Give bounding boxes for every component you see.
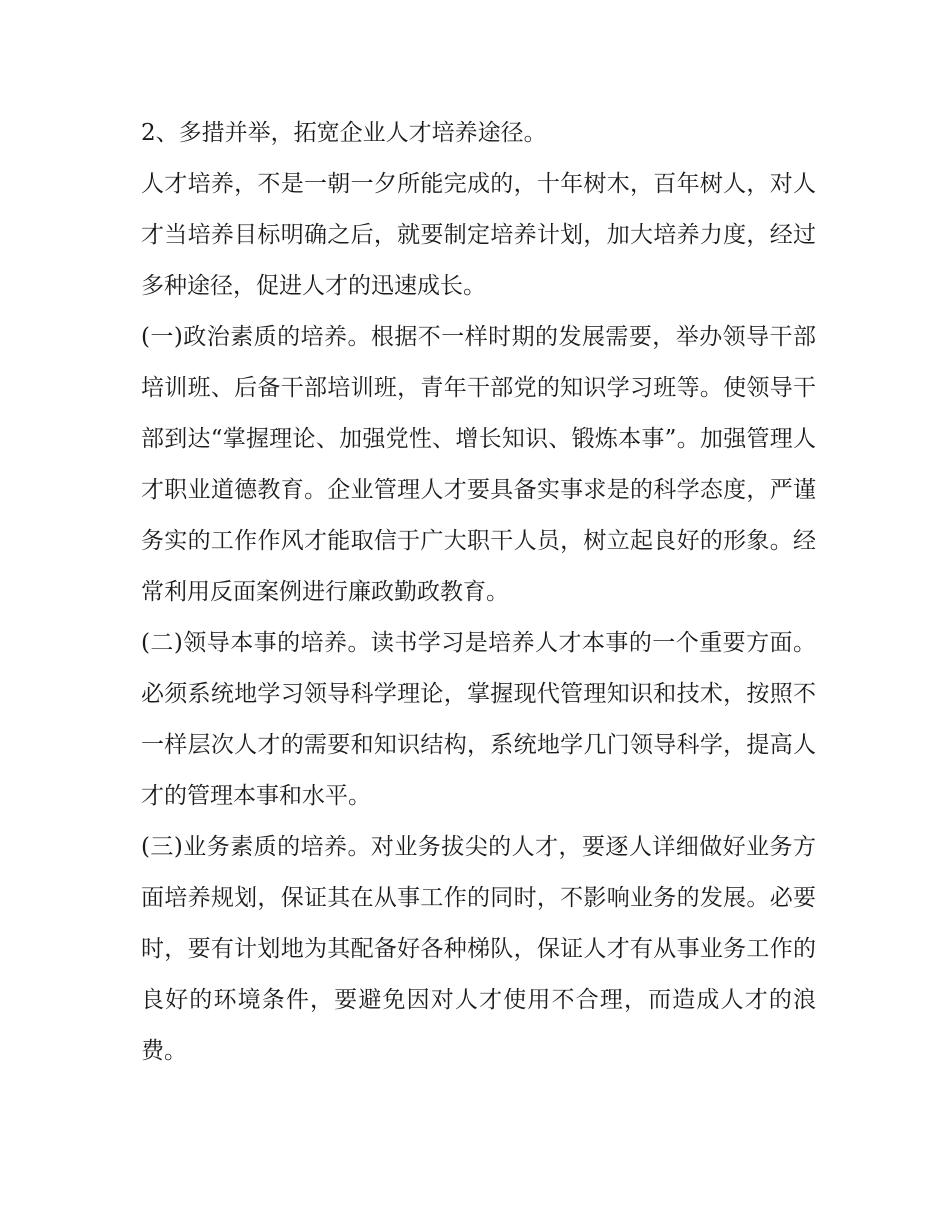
paragraph-leadership-ability: (二)领导本事的培养。读书学习是培养人才本事的一个重要方面。必须系统地学习领导科学理论，掌握现代管理知识和技术，按照不一样层次人才的需要和知识结构，系统地学几门领导科学，提高人才的管理本事和水平。: [141, 630, 816, 809]
section-heading: 2、多措并举，拓宽企业人才培养途径。: [141, 120, 547, 146]
paragraph-business-quality: (三)业务素质的培养。对业务拔尖的人才，要逐人详细做好业务方面培养规划，保证其在从事工作的同时，不影响业务的发展。必要时，要有计划地为其配备好各种梯队，保证人才有从事业务工作的良好的环境条件，要避免因对人才使用不合理，而造成人才的浪费。: [141, 834, 816, 1064]
paragraph-intro: 人才培养，不是一朝一夕所能完成的，十年树木，百年树人，对人才当培养目标明确之后，就要制定培养计划，加大培养力度，经过多种途径，促进人才的迅速成长。: [141, 171, 816, 299]
paragraph-political-quality: (一)政治素质的培养。根据不一样时期的发展需要，举办领导干部培训班、后备干部培训班，青年干部党的知识学习班等。使领导干部到达“掌握理论、加强党性、增长知识、锻炼本事”。加强管理人才职业道德教育。企业管理人才要具备实事求是的科学态度，严谨务实的工作作风才能取信于广大职干人员，树立起良好的形象。经常利用反面案例进行廉政勤政教育。: [141, 324, 816, 605]
document-body: [141, 108, 816, 1077]
